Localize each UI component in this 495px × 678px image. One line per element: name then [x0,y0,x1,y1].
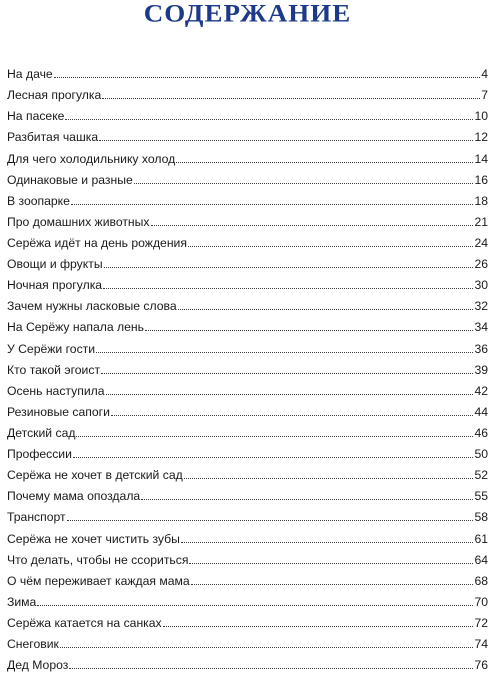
dot-leader [188,246,473,247]
toc-entry[interactable] [7,631,488,652]
dot-leader [178,309,474,310]
toc-entry-page-number: 16 [474,172,488,187]
toc-entry-title: В зоопарке [7,193,70,208]
toc-entry[interactable] [7,209,488,230]
toc-entry[interactable] [7,525,488,546]
toc-entry-title: Детский сад [7,425,76,440]
toc-entry-title: Для чего холодильнику холод [7,151,176,166]
toc-entry[interactable] [7,589,488,610]
toc-entry[interactable] [7,441,488,462]
toc-entry-title: На Серёжу напала лень [7,320,145,335]
toc-entry-page-number: 34 [474,320,488,335]
toc-entry-page-number: 30 [474,278,488,293]
toc-entry[interactable] [7,357,488,378]
toc-entry[interactable] [7,61,488,82]
dot-leader [99,140,473,141]
toc-entry-title: Транспорт [7,510,66,525]
dot-leader [184,478,474,479]
dot-leader [101,373,473,374]
dot-leader [71,204,474,205]
toc-entry-title: Кто такой эгоист [7,362,101,377]
toc-entry-page-number: 44 [474,404,488,419]
toc-entry-title: Серёжа не хочет в детский сад [7,468,183,483]
toc-entry-title: Зачем нужны ласковые слова [7,299,177,314]
toc-entry-title: На даче [7,67,53,82]
toc-entry-title: Разбитая чашка [7,130,99,145]
toc-entry-title: Резиновые сапоги [7,404,110,419]
dot-leader [54,77,481,78]
dot-leader [67,520,474,521]
toc-entry-page-number: 26 [474,257,488,272]
toc-entry-title: Серёжа идёт на день рождения [7,235,187,250]
toc-entry-page-number: 10 [474,109,488,124]
toc-entry-title: Профессии [7,447,72,462]
toc-entry[interactable] [7,293,488,314]
toc-entry-page-number: 14 [474,151,488,166]
toc-entry-page-number: 4 [481,67,488,82]
dot-leader [134,183,474,184]
toc-entry-page-number: 21 [474,214,488,229]
toc-entry-page-number: 24 [474,235,488,250]
toc-entry[interactable] [7,230,488,251]
toc-entry[interactable] [7,547,488,568]
toc-entry-page-number: 50 [474,447,488,462]
toc-entry-title: Дед Мороз [7,658,69,673]
toc-entry-page-number: 36 [474,341,488,356]
dot-leader [104,267,474,268]
toc-entry-page-number: 76 [474,658,488,673]
toc-entry[interactable] [7,82,488,103]
dot-leader [191,584,474,585]
dot-leader [65,119,473,120]
toc-entry-page-number: 46 [474,425,488,440]
toc-entry[interactable] [7,145,488,166]
toc-entry-title: Снеговик [7,637,59,652]
table-of-contents [7,61,488,673]
toc-entry-page-number: 18 [474,193,488,208]
dot-leader [69,668,473,669]
toc-entry[interactable] [7,335,488,356]
toc-entry[interactable] [7,188,488,209]
toc-entry-title: Зима [7,594,37,609]
toc-entry[interactable] [7,251,488,272]
toc-entry-title: На пасеке [7,109,65,124]
toc-entry-title: Овощи и фрукты [7,257,103,272]
toc-entry[interactable] [7,610,488,631]
toc-entry[interactable] [7,314,488,335]
toc-entry-page-number: 7 [481,88,488,103]
toc-entry-title: Ночная прогулка [7,278,103,293]
toc-entry-title: Почему мама опоздала [7,489,141,504]
toc-entry-page-number: 72 [474,615,488,630]
toc-entry-title: Что делать, чтобы не ссориться [7,552,189,567]
toc-entry-title: У Серёжи гости [7,341,96,356]
toc-entry-page-number: 74 [474,637,488,652]
toc-entry[interactable] [7,504,488,525]
toc-entry[interactable] [7,483,488,504]
toc-entry[interactable] [7,124,488,145]
toc-entry-title: Одинаковые и разные [7,172,133,187]
toc-entry-title: Серёжа катается на санках [7,615,162,630]
dot-leader [73,457,474,458]
toc-entry-page-number: 61 [474,531,488,546]
dot-leader [96,352,473,353]
toc-entry-page-number: 32 [474,299,488,314]
toc-entry[interactable] [7,568,488,589]
page-title: СОДЕРЖАНИЕ [143,0,352,28]
dot-leader [111,415,474,416]
toc-entry-page-number: 52 [474,468,488,483]
toc-entry[interactable] [7,652,488,673]
dot-leader [103,288,473,289]
dot-leader [76,436,473,437]
dot-leader [106,394,474,395]
dot-leader [145,330,473,331]
dot-leader [60,647,474,648]
dot-leader [37,605,473,606]
toc-entry-title: Про домашних животных [7,214,150,229]
toc-entry-title: Лесная прогулка [7,88,102,103]
toc-entry[interactable] [7,272,488,293]
toc-entry-page-number: 58 [474,510,488,525]
toc-entry-page-number: 12 [474,130,488,145]
dot-leader [189,563,473,564]
toc-entry[interactable] [7,420,488,441]
toc-entry[interactable] [7,399,488,420]
toc-entry[interactable] [7,167,488,188]
toc-entry-title: Осень наступила [7,383,105,398]
toc-entry-page-number: 64 [474,552,488,567]
toc-entry[interactable] [7,462,488,483]
toc-entry[interactable] [7,103,488,124]
dot-leader [176,162,473,163]
toc-entry-page-number: 55 [474,489,488,504]
dot-leader [102,98,480,99]
dot-leader [181,542,474,543]
toc-entry-page-number: 42 [474,383,488,398]
toc-entry-page-number: 39 [474,362,488,377]
toc-entry-title: Серёжа не хочет чистить зубы [7,531,180,546]
toc-entry-title: О чём переживает каждая мама [7,573,190,588]
toc-entry-page-number: 70 [474,594,488,609]
dot-leader [151,225,474,226]
toc-entry-page-number: 68 [474,573,488,588]
dot-leader [163,626,474,627]
toc-entry[interactable] [7,378,488,399]
dot-leader [141,499,473,500]
